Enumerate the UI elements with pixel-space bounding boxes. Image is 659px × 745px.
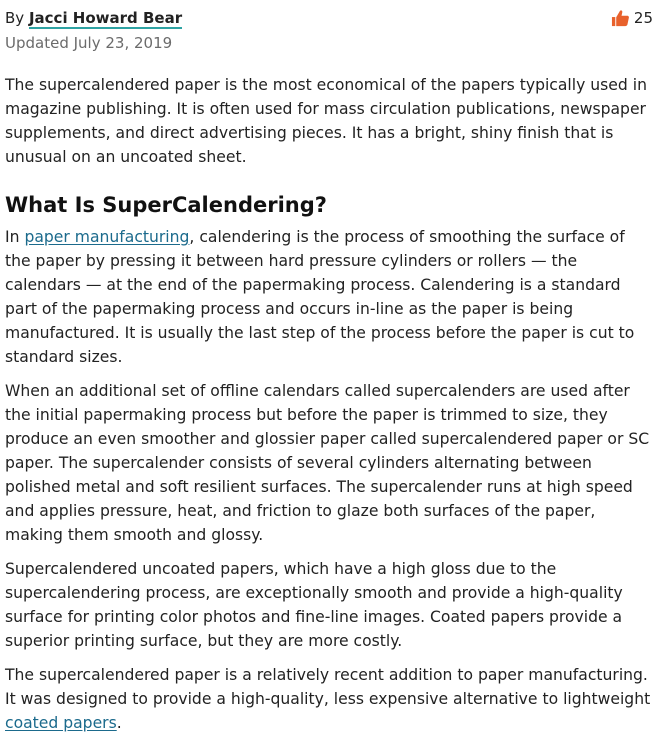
paragraph-text: In bbox=[5, 228, 25, 246]
paragraph-supercalenders: When an additional set of offline calendars called supercalenders are used after the initial papermaking process but before the paper is trimmed to size, they produce an even smoother and glossier paper called supercalendered paper or SC paper. The supercalender consists of several cylinders alternating between polished metal and soft resilient surfaces. The supercalender runs at high speed and applies pressure, heat, and friction to glaze both surfaces of the paper, making them smooth and glossy. bbox=[5, 382, 650, 544]
paragraph-text: . bbox=[116, 714, 122, 732]
paragraph-calendering bbox=[5, 225, 655, 369]
paragraph-recent-addition bbox=[5, 663, 655, 735]
intro-paragraph: The supercalendered paper is the most economical of the papers typically used in magazine publishing. It is often used for mass circulation publications, newspaper supplements, and direct advertising pieces. It has a bright, shiny finish that is unusual on an uncoated sheet. bbox=[5, 76, 647, 166]
paragraph-text: The supercalendered paper is a relatively recent addition to paper manufacturing. It was designed to provide a high-quality, less expensive alternative to lightweight bbox=[5, 666, 651, 708]
byline-prefix: By bbox=[5, 9, 25, 27]
byline-row bbox=[5, 8, 653, 30]
paragraph-text: , calendering is the process of smoothing the surface of the paper by pressing it between hard pressure cylinders or rollers — the calendars — at the end of the papermaking process. Calendering is a standard part of the papermaking process and occurs in-line as the paper is being manufactured. It is usually the last step of the process before the paper is cut to standard sizes. bbox=[5, 228, 635, 366]
author-link[interactable]: Jacci Howard Bear bbox=[28, 9, 183, 27]
byline bbox=[5, 8, 182, 28]
like-count: 25 bbox=[633, 9, 653, 27]
article-body bbox=[5, 73, 655, 745]
paper-manufacturing-link[interactable]: paper manufacturing bbox=[24, 228, 190, 246]
like-button[interactable] bbox=[611, 8, 653, 28]
updated-date: Updated July 23, 2019 bbox=[5, 34, 173, 52]
section-heading: What Is SuperCalendering? bbox=[5, 193, 327, 217]
thumbs-up-icon bbox=[611, 9, 630, 27]
paragraph-uncoated: Supercalendered uncoated papers, which have a high gloss due to the supercalendering process, are exceptionally smooth and provide a high-quality surface for printing color photos and fine-line images. Coated papers provide a superior printing surface, but they are more costly. bbox=[5, 560, 623, 650]
coated-papers-link[interactable]: coated papers bbox=[5, 714, 117, 732]
